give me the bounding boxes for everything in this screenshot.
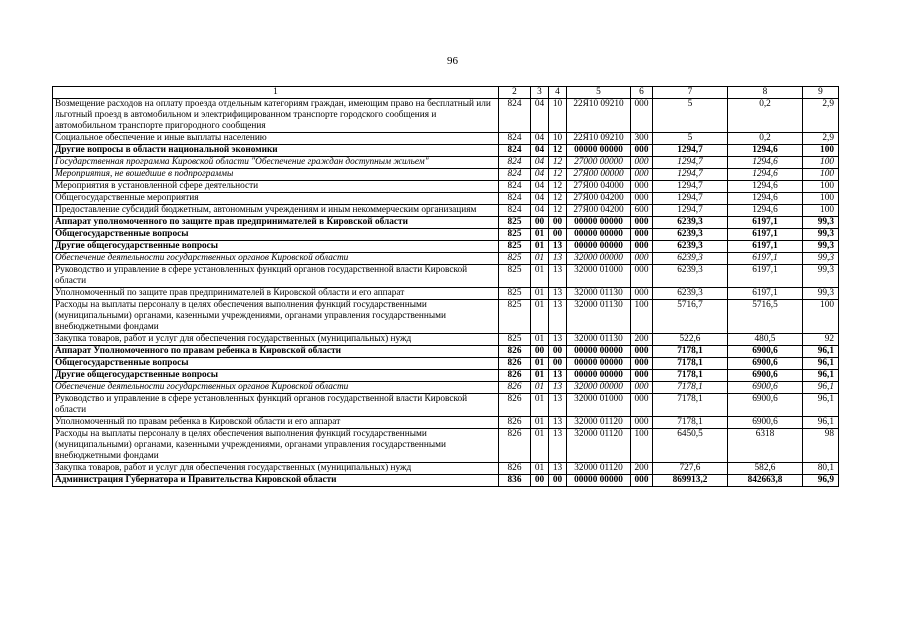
subsection-cell: 12 — [549, 205, 567, 217]
header-cell: 4 — [549, 87, 567, 99]
expense-type-cell: 000 — [631, 382, 653, 394]
subsection-cell: 13 — [549, 429, 567, 463]
percent-cell: 100 — [803, 193, 839, 205]
admin-code-cell: 825 — [499, 265, 531, 288]
subsection-cell: 00 — [549, 217, 567, 229]
item-name-cell: Общегосударственные мероприятия — [53, 193, 499, 205]
percent-cell: 99,3 — [803, 265, 839, 288]
subsection-cell: 13 — [549, 288, 567, 300]
expense-type-cell: 000 — [631, 99, 653, 133]
subsection-cell: 12 — [549, 157, 567, 169]
admin-code-cell: 824 — [499, 181, 531, 193]
header-cell: 7 — [653, 87, 728, 99]
admin-code-cell: 824 — [499, 99, 531, 133]
section-cell: 00 — [531, 346, 549, 358]
planned-amount-cell: 7178,1 — [653, 370, 728, 382]
admin-code-cell: 826 — [499, 358, 531, 370]
subsection-cell: 12 — [549, 193, 567, 205]
subsection-cell: 13 — [549, 265, 567, 288]
table-row — [53, 217, 839, 229]
target-article-cell: 32000 00000 — [567, 253, 631, 265]
section-cell: 01 — [531, 334, 549, 346]
percent-cell: 100 — [803, 157, 839, 169]
header-cell: 1 — [53, 87, 499, 99]
admin-code-cell: 824 — [499, 205, 531, 217]
section-cell: 01 — [531, 358, 549, 370]
item-name-cell: Общегосударственные вопросы — [53, 229, 499, 241]
table-row — [53, 370, 839, 382]
item-name-cell: Обеспечение деятельности государственных органов Кировской области — [53, 382, 499, 394]
admin-code-cell: 824 — [499, 193, 531, 205]
table-row — [53, 417, 839, 429]
section-cell: 01 — [531, 300, 549, 334]
actual-amount-cell: 6197,1 — [728, 253, 803, 265]
item-name-cell: Аппарат Уполномоченного по правам ребенка в Кировской области — [53, 346, 499, 358]
item-name-cell: Государственная программа Кировской области "Обеспечение граждан доступным жильем" — [53, 157, 499, 169]
target-article-cell: 27Я00 00000 — [567, 169, 631, 181]
table-row — [53, 358, 839, 370]
expense-type-cell: 000 — [631, 217, 653, 229]
percent-cell: 96,1 — [803, 346, 839, 358]
percent-cell: 99,3 — [803, 217, 839, 229]
section-cell: 00 — [531, 475, 549, 487]
percent-cell: 2,9 — [803, 133, 839, 145]
section-cell: 01 — [531, 370, 549, 382]
item-name-cell: Руководство и управление в сфере установленных функций органов государственной власти Кировской области — [53, 394, 499, 417]
target-article-cell: 32000 01130 — [567, 334, 631, 346]
percent-cell: 100 — [803, 145, 839, 157]
admin-code-cell: 826 — [499, 463, 531, 475]
section-cell: 00 — [531, 217, 549, 229]
planned-amount-cell: 869913,2 — [653, 475, 728, 487]
section-cell: 04 — [531, 145, 549, 157]
item-name-cell: Администрация Губернатора и Правительства Кировской области — [53, 475, 499, 487]
admin-code-cell: 825 — [499, 217, 531, 229]
section-cell: 01 — [531, 288, 549, 300]
planned-amount-cell: 1294,7 — [653, 193, 728, 205]
subsection-cell: 13 — [549, 241, 567, 253]
subsection-cell: 10 — [549, 133, 567, 145]
actual-amount-cell: 6197,1 — [728, 217, 803, 229]
target-article-cell: 27Я00 04200 — [567, 205, 631, 217]
subsection-cell: 12 — [549, 145, 567, 157]
target-article-cell: 00000 00000 — [567, 358, 631, 370]
table-row — [53, 334, 839, 346]
subsection-cell: 13 — [549, 417, 567, 429]
item-name-cell: Уполномоченный по правам ребенка в Кировской области и его аппарат — [53, 417, 499, 429]
actual-amount-cell: 1294,6 — [728, 145, 803, 157]
actual-amount-cell: 582,6 — [728, 463, 803, 475]
percent-cell: 96,1 — [803, 417, 839, 429]
target-article-cell: 32000 01120 — [567, 429, 631, 463]
item-name-cell: Мероприятия, не вошедшие в подпрограммы — [53, 169, 499, 181]
planned-amount-cell: 1294,7 — [653, 205, 728, 217]
target-article-cell: 00000 00000 — [567, 475, 631, 487]
planned-amount-cell: 6239,3 — [653, 217, 728, 229]
percent-cell: 99,3 — [803, 229, 839, 241]
admin-code-cell: 825 — [499, 241, 531, 253]
admin-code-cell: 824 — [499, 169, 531, 181]
target-article-cell: 32000 01130 — [567, 300, 631, 334]
item-name-cell: Уполномоченный по защите прав предпринимателей в Кировской области и его аппарат — [53, 288, 499, 300]
target-article-cell: 27Я00 04000 — [567, 181, 631, 193]
subsection-cell: 00 — [549, 358, 567, 370]
admin-code-cell: 826 — [499, 382, 531, 394]
expense-type-cell: 000 — [631, 417, 653, 429]
subsection-cell: 10 — [549, 99, 567, 133]
planned-amount-cell: 7178,1 — [653, 382, 728, 394]
table-row — [53, 265, 839, 288]
percent-cell: 100 — [803, 300, 839, 334]
section-cell: 01 — [531, 229, 549, 241]
actual-amount-cell: 842663,8 — [728, 475, 803, 487]
actual-amount-cell: 1294,6 — [728, 157, 803, 169]
table-row — [53, 288, 839, 300]
table-row — [53, 463, 839, 475]
section-cell: 01 — [531, 241, 549, 253]
percent-cell: 80,1 — [803, 463, 839, 475]
admin-code-cell: 825 — [499, 288, 531, 300]
actual-amount-cell: 6900,6 — [728, 417, 803, 429]
header-cell: 8 — [728, 87, 803, 99]
percent-cell: 99,3 — [803, 253, 839, 265]
target-article-cell: 22Я10 09210 — [567, 133, 631, 145]
table-row — [53, 157, 839, 169]
planned-amount-cell: 522,6 — [653, 334, 728, 346]
expense-type-cell: 000 — [631, 169, 653, 181]
planned-amount-cell: 1294,7 — [653, 169, 728, 181]
actual-amount-cell: 1294,6 — [728, 169, 803, 181]
item-name-cell: Расходы на выплаты персоналу в целях обеспечения выполнения функций государственными (муниципальными) органами, казенными учреждениями, органами управления государственными внебюджетными фондами — [53, 300, 499, 334]
planned-amount-cell: 7178,1 — [653, 417, 728, 429]
section-cell: 01 — [531, 429, 549, 463]
expense-type-cell: 200 — [631, 463, 653, 475]
table-row — [53, 169, 839, 181]
percent-cell: 96,1 — [803, 382, 839, 394]
admin-code-cell: 826 — [499, 417, 531, 429]
actual-amount-cell: 6900,6 — [728, 358, 803, 370]
item-name-cell: Другие вопросы в области национальной экономики — [53, 145, 499, 157]
planned-amount-cell: 6450,5 — [653, 429, 728, 463]
admin-code-cell: 826 — [499, 429, 531, 463]
expense-type-cell: 000 — [631, 229, 653, 241]
percent-cell: 2,9 — [803, 99, 839, 133]
admin-code-cell: 824 — [499, 133, 531, 145]
planned-amount-cell: 5716,7 — [653, 300, 728, 334]
actual-amount-cell: 5716,5 — [728, 300, 803, 334]
expense-type-cell: 000 — [631, 145, 653, 157]
actual-amount-cell: 6900,6 — [728, 382, 803, 394]
table-row — [53, 205, 839, 217]
subsection-cell: 12 — [549, 181, 567, 193]
table-row — [53, 181, 839, 193]
table-row — [53, 133, 839, 145]
target-article-cell: 00000 00000 — [567, 145, 631, 157]
subsection-cell: 13 — [549, 370, 567, 382]
actual-amount-cell: 6197,1 — [728, 229, 803, 241]
item-name-cell: Предоставление субсидий бюджетным, автономным учреждениям и иным некоммерческим организациям — [53, 205, 499, 217]
expense-type-cell: 300 — [631, 133, 653, 145]
section-cell: 04 — [531, 193, 549, 205]
target-article-cell: 00000 00000 — [567, 370, 631, 382]
item-name-cell: Обеспечение деятельности государственных органов Кировской области — [53, 253, 499, 265]
section-cell: 04 — [531, 99, 549, 133]
expense-type-cell: 000 — [631, 288, 653, 300]
expense-type-cell: 100 — [631, 429, 653, 463]
table-row — [53, 99, 839, 133]
item-name-cell: Социальное обеспечение и иные выплаты населению — [53, 133, 499, 145]
admin-code-cell: 825 — [499, 253, 531, 265]
header-cell: 9 — [803, 87, 839, 99]
target-article-cell: 32000 01000 — [567, 265, 631, 288]
table-row — [53, 475, 839, 487]
table-row — [53, 429, 839, 463]
admin-code-cell: 825 — [499, 229, 531, 241]
actual-amount-cell: 1294,6 — [728, 205, 803, 217]
subsection-cell: 12 — [549, 169, 567, 181]
expense-type-cell: 000 — [631, 265, 653, 288]
target-article-cell: 32000 01130 — [567, 288, 631, 300]
item-name-cell: Закупка товаров, работ и услуг для обеспечения государственных (муниципальных) нужд — [53, 463, 499, 475]
subsection-cell: 13 — [549, 394, 567, 417]
section-cell: 01 — [531, 463, 549, 475]
actual-amount-cell: 6900,6 — [728, 394, 803, 417]
section-cell: 01 — [531, 417, 549, 429]
admin-code-cell: 825 — [499, 334, 531, 346]
planned-amount-cell: 5 — [653, 133, 728, 145]
header-cell: 6 — [631, 87, 653, 99]
header-cell: 3 — [531, 87, 549, 99]
actual-amount-cell: 0,2 — [728, 133, 803, 145]
expense-type-cell: 000 — [631, 241, 653, 253]
expense-type-cell: 000 — [631, 253, 653, 265]
table-row — [53, 382, 839, 394]
section-cell: 01 — [531, 253, 549, 265]
expense-type-cell: 000 — [631, 346, 653, 358]
admin-code-cell: 826 — [499, 346, 531, 358]
percent-cell: 92 — [803, 334, 839, 346]
admin-code-cell: 824 — [499, 157, 531, 169]
percent-cell: 100 — [803, 205, 839, 217]
table-row — [53, 346, 839, 358]
target-article-cell: 27Я00 04200 — [567, 193, 631, 205]
expense-type-cell: 000 — [631, 181, 653, 193]
item-name-cell: Другие общегосударственные вопросы — [53, 241, 499, 253]
admin-code-cell: 824 — [499, 145, 531, 157]
header-cell: 2 — [499, 87, 531, 99]
planned-amount-cell: 7178,1 — [653, 358, 728, 370]
expense-type-cell: 000 — [631, 394, 653, 417]
expense-type-cell: 000 — [631, 193, 653, 205]
section-cell: 01 — [531, 265, 549, 288]
expense-type-cell: 000 — [631, 157, 653, 169]
table-row — [53, 253, 839, 265]
target-article-cell: 32000 00000 — [567, 382, 631, 394]
actual-amount-cell: 6197,1 — [728, 241, 803, 253]
subsection-cell: 13 — [549, 463, 567, 475]
target-article-cell: 32000 01120 — [567, 463, 631, 475]
planned-amount-cell: 1294,7 — [653, 181, 728, 193]
actual-amount-cell: 6900,6 — [728, 346, 803, 358]
item-name-cell: Мероприятия в установленной сфере деятельности — [53, 181, 499, 193]
target-article-cell: 27000 00000 — [567, 157, 631, 169]
item-name-cell: Возмещение расходов на оплату проезда отдельным категориям граждан, имеющим право на бесплатный или льготный проезд в автомобильном и электрифицированном транспорте городского сообщения и автомобильном транспорте пригородного сообщения — [53, 99, 499, 133]
table-row — [53, 145, 839, 157]
item-name-cell: Расходы на выплаты персоналу в целях обеспечения выполнения функций государственными (муниципальными) органами, казенными учреждениями, органами управления государственными внебюджетными фондами — [53, 429, 499, 463]
section-cell: 04 — [531, 181, 549, 193]
subsection-cell: 13 — [549, 382, 567, 394]
planned-amount-cell: 1294,7 — [653, 145, 728, 157]
section-cell: 04 — [531, 133, 549, 145]
subsection-cell: 13 — [549, 300, 567, 334]
section-cell: 01 — [531, 382, 549, 394]
planned-amount-cell: 6239,3 — [653, 253, 728, 265]
page-number: 96 — [447, 55, 458, 67]
percent-cell: 100 — [803, 169, 839, 181]
admin-code-cell: 825 — [499, 300, 531, 334]
item-name-cell: Общегосударственные вопросы — [53, 358, 499, 370]
planned-amount-cell: 6239,3 — [653, 265, 728, 288]
header-cell: 5 — [567, 87, 631, 99]
subsection-cell: 00 — [549, 346, 567, 358]
expense-type-cell: 000 — [631, 475, 653, 487]
percent-cell: 96,1 — [803, 394, 839, 417]
planned-amount-cell: 7178,1 — [653, 394, 728, 417]
actual-amount-cell: 6197,1 — [728, 288, 803, 300]
actual-amount-cell: 6318 — [728, 429, 803, 463]
target-article-cell: 22Я10 09210 — [567, 99, 631, 133]
expense-type-cell: 000 — [631, 370, 653, 382]
target-article-cell: 00000 00000 — [567, 217, 631, 229]
table-row — [53, 229, 839, 241]
section-cell: 04 — [531, 157, 549, 169]
subsection-cell: 13 — [549, 253, 567, 265]
planned-amount-cell: 727,6 — [653, 463, 728, 475]
actual-amount-cell: 0,2 — [728, 99, 803, 133]
section-cell: 01 — [531, 394, 549, 417]
actual-amount-cell: 6197,1 — [728, 265, 803, 288]
item-name-cell: Аппарат уполномоченного по защите прав предпринимателей в Кировской области — [53, 217, 499, 229]
item-name-cell: Руководство и управление в сфере установленных функций органов государственной власти Кировской области — [53, 265, 499, 288]
table-body — [53, 87, 839, 487]
planned-amount-cell: 6239,3 — [653, 241, 728, 253]
percent-cell: 96,1 — [803, 370, 839, 382]
expense-type-cell: 200 — [631, 334, 653, 346]
actual-amount-cell: 6900,6 — [728, 370, 803, 382]
planned-amount-cell: 5 — [653, 99, 728, 133]
expense-type-cell: 600 — [631, 205, 653, 217]
planned-amount-cell: 6239,3 — [653, 288, 728, 300]
section-cell: 04 — [531, 169, 549, 181]
percent-cell: 98 — [803, 429, 839, 463]
subsection-cell: 00 — [549, 229, 567, 241]
expense-type-cell: 100 — [631, 300, 653, 334]
planned-amount-cell: 7178,1 — [653, 346, 728, 358]
admin-code-cell: 826 — [499, 370, 531, 382]
target-article-cell: 32000 01120 — [567, 417, 631, 429]
table-row — [53, 394, 839, 417]
item-name-cell: Закупка товаров, работ и услуг для обеспечения государственных (муниципальных) нужд — [53, 334, 499, 346]
item-name-cell: Другие общегосударственные вопросы — [53, 370, 499, 382]
target-article-cell: 32000 01000 — [567, 394, 631, 417]
target-article-cell: 00000 00000 — [567, 241, 631, 253]
target-article-cell: 00000 00000 — [567, 229, 631, 241]
table-header-row — [53, 87, 839, 99]
planned-amount-cell: 1294,7 — [653, 157, 728, 169]
expense-type-cell: 000 — [631, 358, 653, 370]
target-article-cell: 00000 00000 — [567, 346, 631, 358]
table-row — [53, 300, 839, 334]
actual-amount-cell: 1294,6 — [728, 181, 803, 193]
percent-cell: 99,3 — [803, 288, 839, 300]
subsection-cell: 00 — [549, 475, 567, 487]
planned-amount-cell: 6239,3 — [653, 229, 728, 241]
table-row — [53, 193, 839, 205]
table-row — [53, 241, 839, 253]
section-cell: 04 — [531, 205, 549, 217]
percent-cell: 99,3 — [803, 241, 839, 253]
percent-cell: 96,9 — [803, 475, 839, 487]
actual-amount-cell: 480,5 — [728, 334, 803, 346]
percent-cell: 96,1 — [803, 358, 839, 370]
subsection-cell: 13 — [549, 334, 567, 346]
admin-code-cell: 836 — [499, 475, 531, 487]
admin-code-cell: 826 — [499, 394, 531, 417]
actual-amount-cell: 1294,6 — [728, 193, 803, 205]
budget-table — [52, 86, 839, 487]
percent-cell: 100 — [803, 181, 839, 193]
